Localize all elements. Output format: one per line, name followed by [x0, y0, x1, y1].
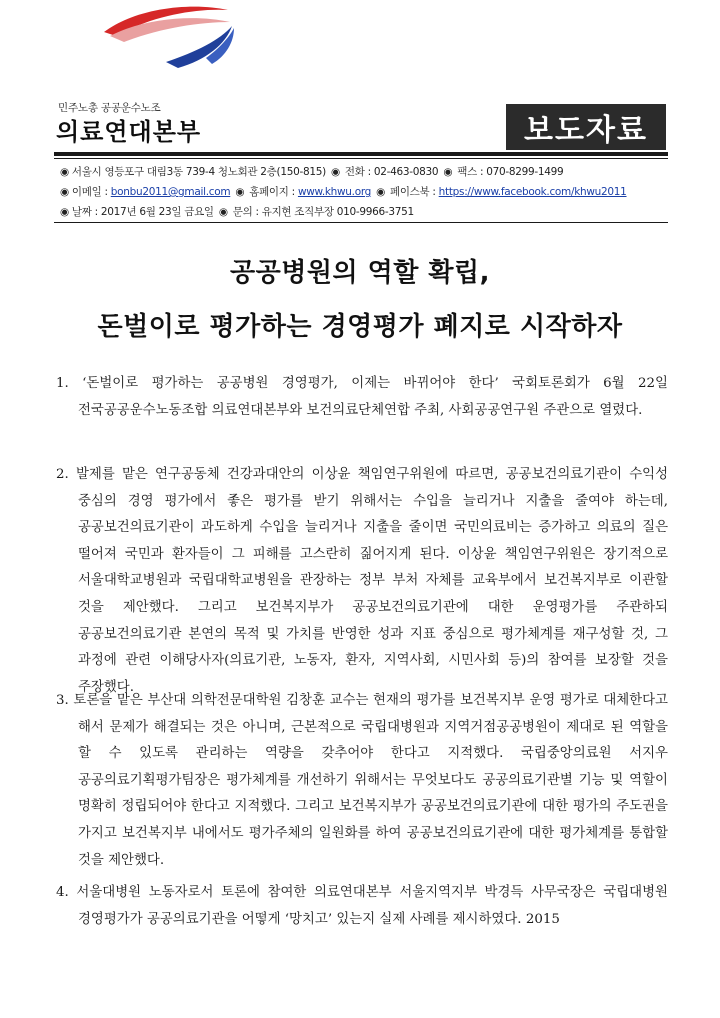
phone-text: 전화 : 02-463-0830	[344, 166, 439, 178]
press-release-badge: 보도자료	[506, 104, 666, 150]
email-label: 이메일 :	[71, 186, 111, 198]
bullet-icon: ◉	[60, 186, 69, 198]
bullet-icon: ◉	[330, 166, 340, 178]
contact-line-2	[60, 184, 627, 199]
contact-line-3	[60, 204, 414, 219]
date-text: 날짜 : 2017년 6월 23일 금요일	[71, 206, 214, 218]
bullet-icon: ◉	[376, 186, 385, 198]
paragraph-3: 3. 토론을 맡은 부산대 의학전문대학원 김창훈 교수는 현재의 평가를 보건복지부 운영 평가로 대체한다고 해서 문제가 해결되는 것은 아니며, 근본적으로 국립대병원과 지역거점공공병원이 제대로 된 역할을 할 수 있도록 관리하는 역량을 갖추어야 한다고 지적했다. 국립중앙의료원 서지우 공공의료기획평가팀장은 평가체계를 개선하기 위해서는 무엇보다도 공공의료기관별 기능 및 역할이 명확히 정립되어야 한다고 지적했다. 그리고 보건복지부가 공공보건의료기관에 대한 평가의 주도권을 가지고 보건복지부 내에서도 평가주체의 일원화를 하여 공공보건의료기관에 대한 평가체계를 통합할 것을 제안했다.	[56, 693, 668, 868]
org-logo-swoosh	[96, 0, 236, 70]
homepage-label: 홈페이지 :	[249, 186, 298, 198]
header-rule-thin	[54, 158, 668, 159]
facebook-label: 페이스북 :	[389, 186, 439, 198]
org-name-logo: 의료연대본부	[56, 118, 202, 146]
headline-line-1: 공공병원의 역할 확립,	[229, 258, 491, 288]
union-name: 민주노총 공공운수노조	[58, 102, 161, 114]
header-rule-bottom	[54, 222, 668, 223]
facebook-link[interactable]: https://www.facebook.com/khwu2011	[438, 186, 627, 198]
header-rule-thick	[54, 152, 668, 156]
bullet-icon: ◉	[218, 206, 228, 218]
contact-person-text: 문의 : 유지현 조직부장 010-9966-3751	[232, 206, 414, 218]
homepage-link[interactable]: www.khwu.org	[297, 186, 372, 198]
bullet-icon: ◉	[443, 166, 453, 178]
email-link[interactable]: bonbu2011@gmail.com	[110, 186, 231, 198]
fax-text: 팩스 : 070-8299-1499	[457, 166, 564, 178]
bullet-icon: ◉	[60, 166, 69, 178]
paragraph-2: 2. 발제를 맡은 연구공동체 건강과대안의 이상윤 책임연구위원에 따르면, 공공보건의료기관이 수익성 중심의 경영 평가에서 좋은 평가를 받기 위해서는 수입을 늘리거나 지출을 줄여야 하는데, 공공보건의료기관이 과도하게 수입을 늘리거나 지출을 줄이면 국민의료비는 증가하고 의료의 질은 떨어져 국민과 환자들이 그 피해를 고스란히 짊어지게 된다. 이상윤 책임연구위원은 장기적으로 서울대학교병원과 국립대학교병원을 관장하는 정부 부처 자체를 교육부에서 보건복지부로 이관할 것을 제안했다. 그리고 보건복지부가 공공보건의료기관에 대한 운영평가를 주관하되 공공보건의료기관 본연의 목적 및 가치를 반영한 성과 지표 중심으로 평가체계를 재구성할 것, 그 과정에 관련 이해당사자(의료기관, 노동자, 환자, 지역사회, 시민사회 등)의 참여를 보장할 것을 주장했다.	[56, 467, 668, 695]
headline-line-2: 돈벌이로 평가하는 경영평가 폐지로 시작하자	[97, 312, 623, 342]
paragraph-4: 4. 서울대병원 노동자로서 토론에 참여한 의료연대본부 서울지역지부 박경득 사무국장은 국립대병원 경영평가가 공공의료기관을 어떻게 ‘망치고’ 있는지 실제 사례를 제시하였다. 2015	[56, 885, 668, 927]
bullet-icon: ◉	[60, 206, 69, 218]
bullet-icon: ◉	[235, 186, 245, 198]
paragraph-1: 1. ‘돈벌이로 평가하는 공공병원 경영평가, 이제는 바뀌어야 한다’ 국회토론회가 6월 22일 전국공공운수노동조합 의료연대본부와 보건의료단체연합 주최, 사회공공연구원 주관으로 열렸다.	[56, 376, 668, 418]
address-text: 서울시 영등포구 대림3동 739-4 청노회관 2층(150-815)	[71, 166, 326, 178]
contact-line-1	[60, 164, 563, 179]
